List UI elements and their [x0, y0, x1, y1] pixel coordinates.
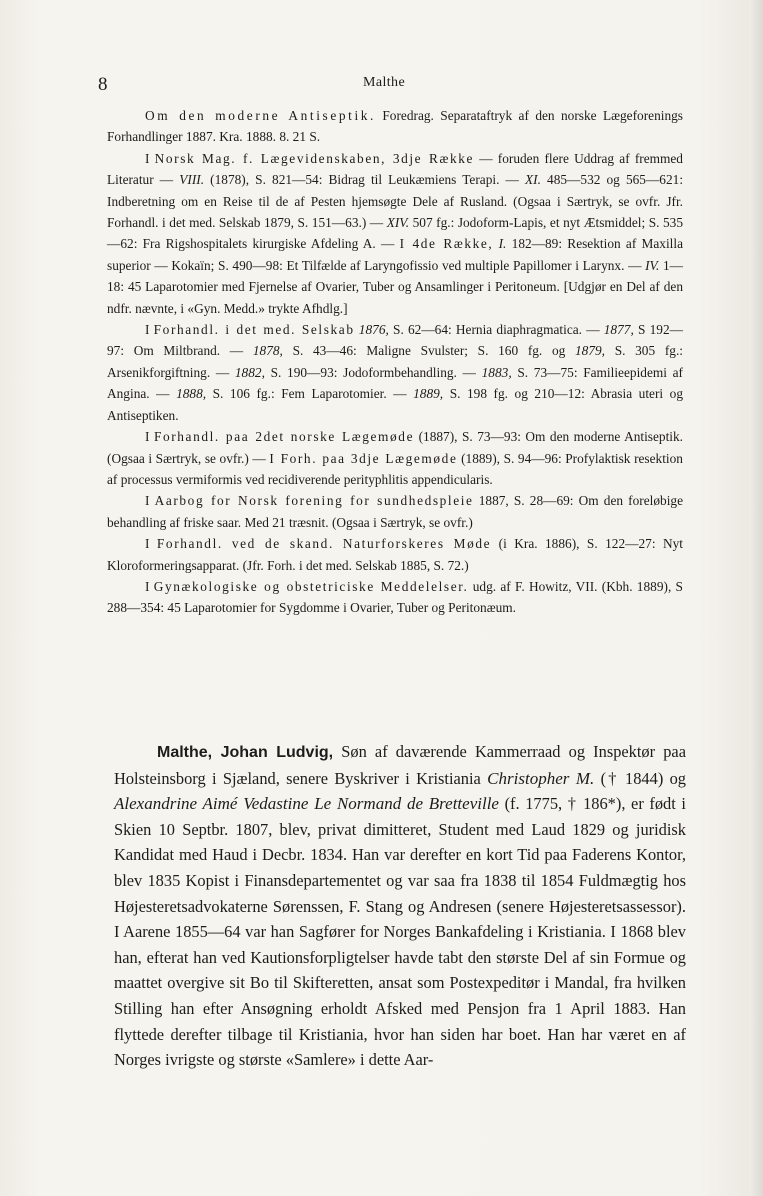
- page-edge: [749, 0, 763, 1196]
- biography-entry: [114, 739, 686, 1073]
- running-title: Malthe: [363, 75, 406, 90]
- page-number: 8: [98, 74, 108, 95]
- bib-entry: I Norsk Mag. f. Lægevidenskaben, 3dje Række — foruden flere Uddrag af fremmed Literatur — VIII. (1878), S. 821—54: Bidrag til Leukæmiens Terapi. — XI. 485—532 og 565—621: Indberetning om en Reise til de af Pesten hjemsøgte Dele af Rusland. (Ogsaa i Særtryk, se ovfr. Jfr. Forhandl. i det med. Selskab 1879, S. 151—63.) — XIV. 507 fg.: Jodoform-Lapis, et nyt Ætsmiddel; S. 535—62: Fra Rigshospitalets kirurgiske Afdeling A. — I 4de Række, I. 182—89: Resektion af Maxilla superior — Kokaïn; S. 490—98: Et Tilfælde af Laryngofissio ved multiple Papillomer i Larynx. — IV. 1—18: 45 Laparotomier med Fjernelse af Ovarier, Tuber og Ansamlinger i Peritoneum. [Udgjør en Del af den ndfr. nævnte, i «Gyn. Medd.» trykte Afhdlg.]: [107, 150, 684, 316]
- biography-paragraph: Malthe, Johan Ludvig, Søn af daværende Kammerraad og Inspektør paa Holsteinsborg i Sjæland, senere Byskriver i Kristiania Christopher M. († 1844) og Alexandrine Aimé Vedastine Le Normand de Bretteville (f. 1775, † 186*), er født i Skien 10 Septbr. 1807, blev, privat dimitteret, Student med Laud 1829 og juridisk Kandidat med Haud i Decbr. 1834. Han var derefter en kort Tid paa Faderens Kontor, blev 1835 Kopist i Finansdepartementet og var saa fra 1838 til 1854 Fuldmægtig hos Højesteretsadvokaterne Sørenssen, F. Stang og Andresen (senere Højesteretsassessor). I Aarene 1855—64 var han Sagfører for Norges Bankafdeling i Kristiania. I 1868 blev han, efterat han ved Kautionsforpligtelser havde tabt den største Del af sin Formue og maattet overgive sit Bo til Skifteretten, ansat som Postexpeditør i Mandal, fra hvilken Stilling han efter Ansøgning erholdt Afsked med Pensjon fra 1 April 1883. Han flyttede derefter tilbage til Kristiania, hvor han siden har boet. Han har været en af Norges ivrigste og største «Samlere» i dette Aar-: [114, 742, 687, 1070]
- bib-entry: I Gynækologiske og obstetriciske Meddelelser. udg. af F. Howitz, VII. (Kbh. 1889), S 288—354: 45 Laparotomier for Sygdomme i Ovarier, Tuber og Peritonæum.: [107, 578, 683, 616]
- bib-entry: I Forhandl. paa 2det norske Lægemøde (1887), S. 73—93: Om den moderne Antiseptik. (Ogsaa i Særtryk, se ovfr.) — I Forh. paa 3dje Lægemøde (1889), S. 94—96: Profylaktisk resektion af processus vermiformis ved recidiverende perityphlitis appendicularis.: [107, 429, 683, 487]
- bib-entry: I Forhandl. ved de skand. Naturforskeres Møde (i Kra. 1886), S. 122—27: Nyt Kloroformeringsapparat. (Jfr. Forh. i det med. Selskab 1885, S. 72.): [107, 536, 683, 573]
- bibliography: [107, 105, 683, 619]
- bib-entry: Om den moderne Antiseptik. Foredrag. Separataftryk af den norske Lægeforenings Forhandlinger 1887. Kra. 1888. 8. 21 S.: [107, 108, 683, 145]
- bib-entry: I Aarbog for Norsk forening for sundhedspleie 1887, S. 28—69: Om den foreløbige behandling af friske saar. Med 21 træsnit. (Ogsaa i Særtryk, se ovfr.): [107, 493, 684, 530]
- bib-entry: I Forhandl. i det med. Selskab 1876, S. 62—64: Hernia diaphragmatica. — 1877, S 192—97: Om Miltbrand. — 1878, S. 43—46: Maligne Svulster; S. 160 fg. og 1879, S. 305 fg.: Arsenikforgiftning. — 1882, S. 190—93: Jodoformbehandling. — 1883, S. 73—75: Familieepidemi af Angina. — 1888, S. 106 fg.: Fem Laparotomier. — 1889, S. 198 fg. og 210—12: Abrasia uteri og Antiseptiken.: [107, 322, 683, 423]
- person-name: Malthe, Johan Ludvig,: [157, 744, 334, 761]
